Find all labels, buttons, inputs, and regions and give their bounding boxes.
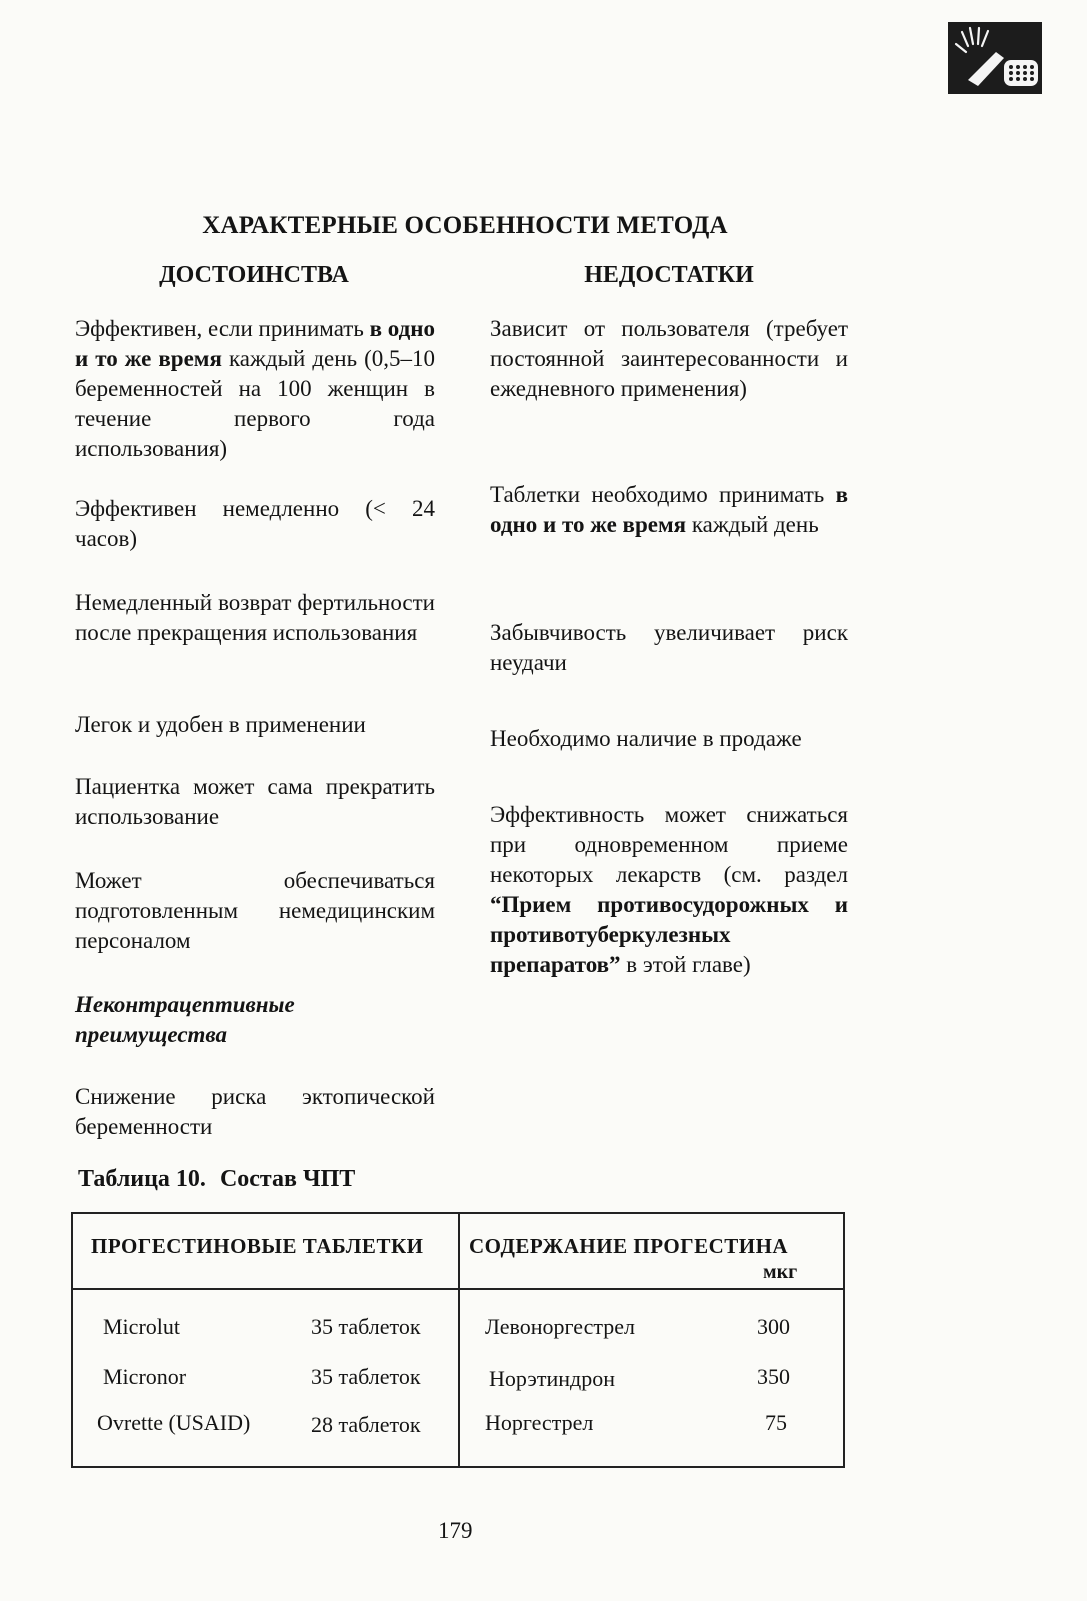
table-cell-progestin: Норэтиндрон <box>489 1366 616 1391</box>
advantage-item: Может обеспечиваться подготовленным немедицинским персоналом <box>75 868 435 953</box>
table-cell-brand: Micronor <box>103 1364 187 1389</box>
composition-table <box>71 1212 845 1468</box>
disadvantage-item: Таблетки необходимо принимать в одно и то же время каждый день <box>490 482 848 537</box>
table-header-content: СОДЕРЖАНИЕ ПРОГЕСТИНА <box>469 1234 789 1258</box>
advantage-item: Легок и удобен в применении <box>75 712 366 737</box>
advantage-item: Пациентка может сама прекратить использование <box>75 774 435 829</box>
table-cell-dose: 300 <box>757 1314 790 1339</box>
advantages-heading: ДОСТОИНСТВА <box>159 262 349 288</box>
table-header-unit: мкг <box>763 1261 798 1283</box>
table-cell-progestin: Норгестрел <box>485 1410 594 1435</box>
advantage-item: Немедленный возврат фертильности после прекращения использования <box>75 590 435 645</box>
page-number: 179 <box>438 1518 473 1543</box>
advantage-item: Эффективен немедленно (< 24 часов) <box>75 496 435 551</box>
table-cell-brand: Ovrette (USAID) <box>97 1410 251 1435</box>
table-cell-brand: Microlut <box>103 1314 180 1339</box>
noncontraceptive-item: Снижение риска эктопической беременности <box>75 1084 435 1139</box>
table-cell-dose: 350 <box>757 1364 790 1389</box>
table-cell-progestin: Левоноргестрел <box>485 1314 635 1339</box>
table-header-tablets: ПРОГЕСТИНОВЫЕ ТАБЛЕТКИ <box>91 1234 424 1258</box>
section-title: ХАРАКТЕРНЫЕ ОСОБЕННОСТИ МЕТОДА <box>202 212 728 239</box>
table-cell-dose: 75 <box>765 1410 787 1435</box>
hand-holding-pill-pack-icon <box>948 22 1042 94</box>
disadvantage-item: Забывчивость увеличивает риск неудачи <box>490 620 848 675</box>
disadvantage-item: Необходимо наличие в продаже <box>490 726 802 751</box>
table-cell-count: 35 таблеток <box>311 1364 421 1389</box>
table-cell-count: 28 таблеток <box>311 1412 421 1437</box>
table-cell-count: 35 таблеток <box>311 1314 421 1339</box>
advantage-item: Эффективен, если принимать в одно и то же время каждый день (0,5–10 беременностей на 100 женщин в течение первого года использования) <box>75 316 436 461</box>
table-column-divider <box>458 1214 460 1466</box>
disadvantages-heading: НЕДОСТАТКИ <box>584 262 754 288</box>
table-caption: Таблица 10. Состав ЧПТ <box>78 1166 356 1192</box>
table-header-divider <box>73 1288 843 1290</box>
disadvantage-item: Зависит от пользователя (требует постоянной заинтересованности и ежедневного применения) <box>490 316 848 401</box>
disadvantage-item: Эффективность может снижаться при одновременном приеме некоторых лекарств (см. раздел “Прием противосудорожных и противотуберкулезных препаратов” в этой главе) <box>490 802 848 977</box>
noncontraceptive-heading: Неконтрацептивные преимущества <box>75 992 295 1047</box>
